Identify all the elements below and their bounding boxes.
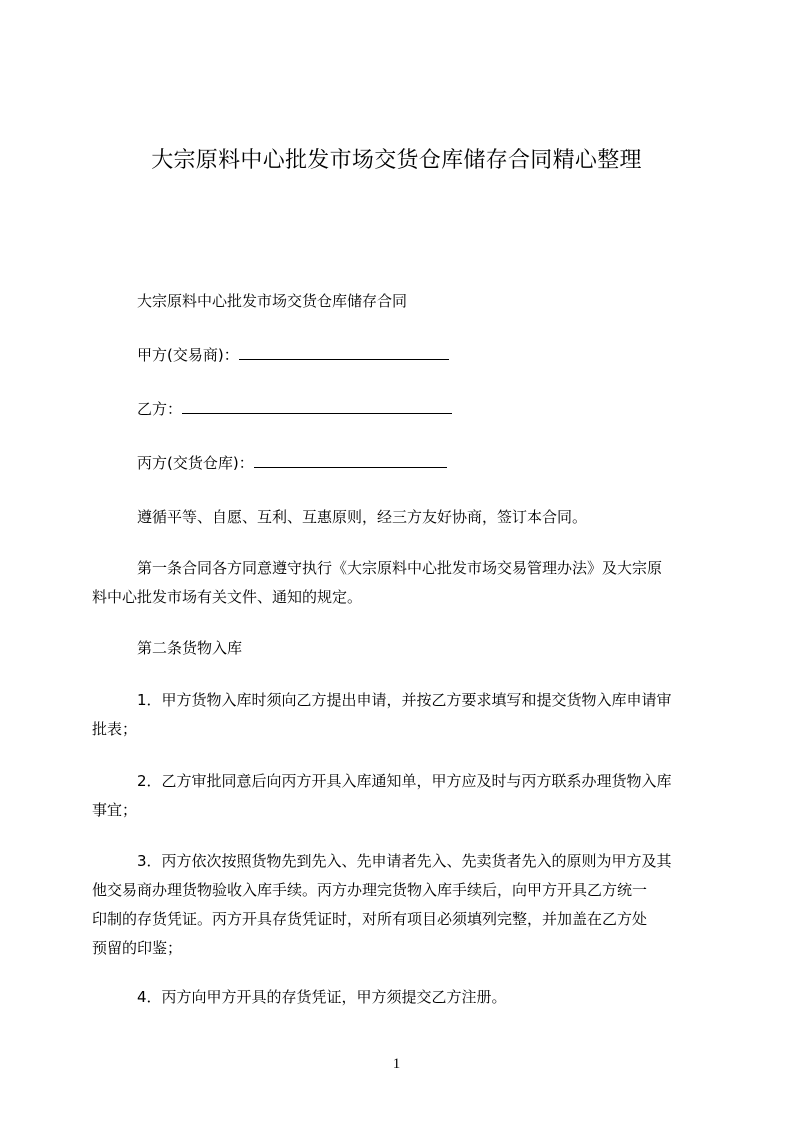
item-3-line-2: 他交易商办理货物验收入库手续。丙方办理完货物入库手续后，向甲方开具乙方统一 bbox=[92, 881, 648, 899]
party-b-line bbox=[137, 399, 452, 419]
article-1-line-2: 料中心批发市场有关文件、通知的规定。 bbox=[92, 588, 363, 606]
party-a-line bbox=[137, 345, 449, 365]
item-1-line-1: 1．甲方货物入库时须向乙方提出申请，并按乙方要求填写和提交货物入库申请审 bbox=[137, 691, 672, 709]
item-3-line-1: 3．丙方依次按照货物先到先入、先申请者先入、先卖货者先入的原则为甲方及其 bbox=[137, 852, 672, 870]
party-c-line bbox=[137, 453, 447, 473]
party-b-blank bbox=[182, 399, 452, 414]
party-a-blank bbox=[239, 345, 449, 360]
party-c-label: 丙方(交货仓库)： bbox=[137, 454, 254, 472]
item-3-line-4: 预留的印鉴； bbox=[92, 939, 183, 957]
page-title: 大宗原料中心批发市场交货仓库储存合同精心整理 bbox=[151, 148, 642, 173]
item-2-line-1: 2．乙方审批同意后向丙方开具入库通知单，甲方应及时与丙方联系办理货物入库 bbox=[137, 772, 672, 790]
item-3-line-3: 印制的存货凭证。丙方开具存货凭证时，对所有项目必须填列完整，并加盖在乙方处 bbox=[92, 910, 648, 928]
party-a-label: 甲方(交易商)： bbox=[137, 346, 239, 364]
article-2-heading: 第二条货物入库 bbox=[137, 639, 243, 657]
party-b-label: 乙方： bbox=[137, 400, 183, 418]
contract-subtitle: 大宗原料中心批发市场交货仓库储存合同 bbox=[137, 292, 408, 310]
item-2-line-2: 事宜； bbox=[92, 801, 138, 819]
item-4-line-1: 4．丙方向甲方开具的存货凭证，甲方须提交乙方注册。 bbox=[137, 988, 507, 1006]
article-1-line-1: 第一条合同各方同意遵守执行《大宗原料中心批发市场交易管理办法》及大宗原 bbox=[137, 559, 663, 577]
party-c-blank bbox=[254, 453, 447, 468]
page-number: 1 bbox=[392, 1056, 401, 1072]
item-1-line-2: 批表； bbox=[92, 720, 138, 738]
intro-paragraph: 遵循平等、自愿、互利、互惠原则，经三方友好协商，签订本合同。 bbox=[137, 508, 588, 526]
